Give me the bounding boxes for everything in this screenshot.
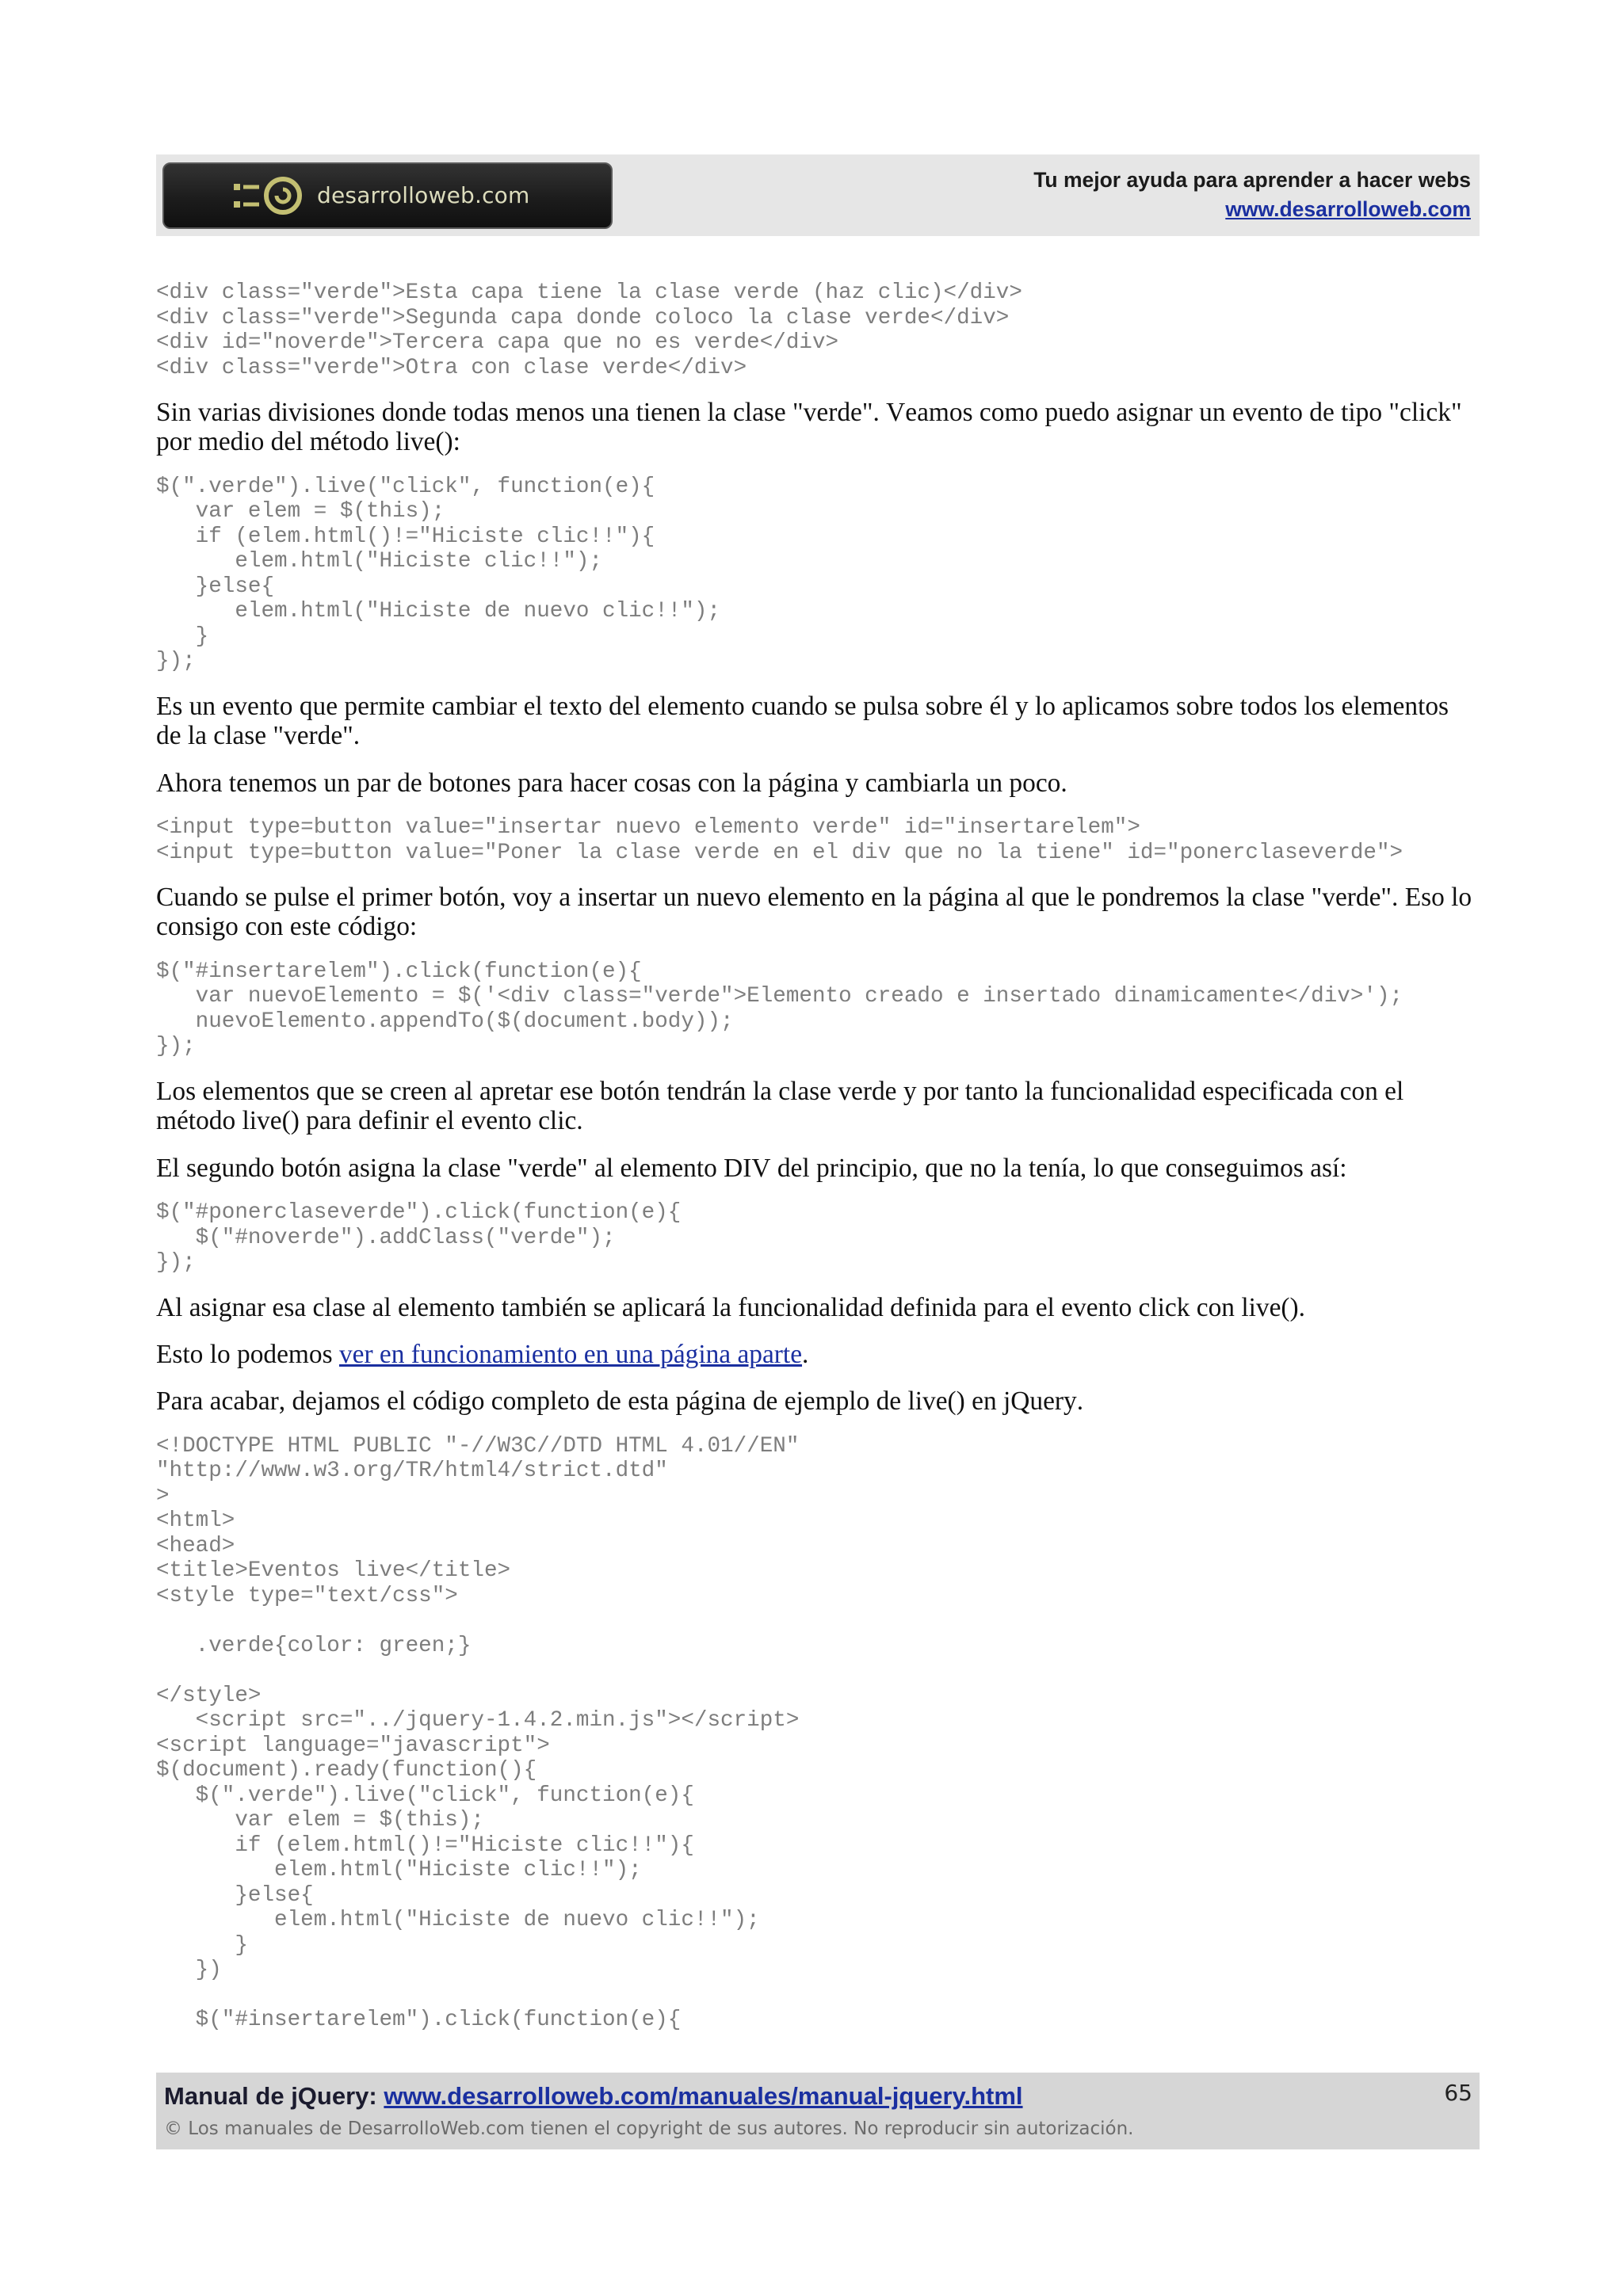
page-content — [156, 280, 1476, 2033]
site-logo — [162, 162, 613, 229]
paragraph-3: Ahora tenemos un par de botones para hacer cosas con la página y cambiarla un poco. — [156, 768, 1067, 798]
code-block-input-buttons: <input type=button value="insertar nuevo elemento verde" id="insertarelem"> <input type=button value="Poner la clase verde en el div que no la tiene" id="ponerclaseverde"> — [156, 815, 1403, 865]
header-site-link[interactable]: www.desarrolloweb.com — [1225, 197, 1471, 221]
paragraph-7: Al asignar esa clase al elemento también se aplicará la funcionalidad definida para el evento click con live(). — [156, 1292, 1305, 1322]
example-page-link[interactable]: ver en funcionamiento en una página aparte — [338, 1339, 803, 1369]
footer-copyright: © Los manuales de DesarrolloWeb.com tienen el copyright de sus autores. No reproducir sin autorización. — [164, 2119, 1134, 2139]
paragraph-4: Cuando se pulse el primer botón, voy a insertar un nuevo elemento en la página al que le pondremos la clase "verde". Eso lo consigo con este código: — [156, 883, 1472, 942]
paragraph-5: Los elementos que se creen al apretar ese botón tendrán la clase verde y por tanto la funcionalidad especificada con el método live() para definir el evento clic. — [156, 1076, 1404, 1136]
logo-wordmark: desarrolloweb.com — [317, 182, 530, 208]
code-block-full-example: <!DOCTYPE HTML PUBLIC "-//W3C//DTD HTML 4.01//EN" "http://www.w3.org/TR/html4/strict.dtd" > <html> <head> <title>Eventos live</title> <style type="text/css"> .verde{color: green;} </style> <script src="../jquery-1.4.2.min.js"></script> <script language="javascript"> $(document).ready(function(){ $(".verde").live("click", function(e){ var elem = $(this); if (elem.html()!="Hiciste clic!!"){ elem.html("Hiciste clic!!"); }else{ elem.html("Hiciste de nuevo clic!!"); } }) $("#insertarelem").click(function(e){ — [156, 1433, 800, 2033]
code-block-add-class: $("#ponerclaseverde").click(function(e){ $("#noverde").addClass("verde"); }); — [156, 1200, 682, 1276]
footer-manual-link[interactable]: www.desarrolloweb.com/manuales/manual-jquery.html — [384, 2082, 1023, 2110]
code-block-live-click: $(".verde").live("click", function(e){ var elem = $(this); if (elem.html()!="Hiciste clic!!"){ elem.html("Hiciste clic!!"); }else{ elem.html("Hiciste de nuevo clic!!"); } }); — [156, 474, 721, 674]
paragraph-8 — [156, 1340, 1476, 1369]
page-number: 65 — [1444, 2080, 1472, 2106]
header-tagline: Tu mejor ayuda para aprender a hacer webs — [1033, 168, 1471, 192]
paragraph-8-text-after: . — [802, 1339, 809, 1369]
paragraph-1: Sin varias divisiones donde todas menos una tienen la clase "verde". Veamos como puedo asignar un evento de tipo "click" por medio del método live(): — [156, 398, 1462, 457]
paragraph-2: Es un evento que permite cambiar el texto del elemento cuando se pulsa sobre él y lo aplicamos sobre todos los elementos de la clase "verde". — [156, 691, 1449, 751]
code-block-insert-element: $("#insertarelem").click(function(e){ var nuevoElemento = $('<div class="verde">Elemento creado e insertado dinamicamente</div>'); nuevoElemento.appendTo($(document.body)); }); — [156, 959, 1403, 1059]
paragraph-6: El segundo botón asigna la clase "verde" al elemento DIV del principio, que no la tenía, lo que conseguimos así: — [156, 1153, 1347, 1183]
footer-manual-line — [164, 2081, 1023, 2111]
desarrolloweb-logo-icon — [232, 174, 311, 218]
footer-manual-label: Manual de jQuery: — [164, 2082, 384, 2110]
paragraph-8-text-before: Esto lo podemos — [156, 1339, 339, 1369]
page-header — [156, 154, 1480, 236]
paragraph-9: Para acabar, dejamos el código completo de esta página de ejemplo de live() en jQuery. — [156, 1386, 1084, 1417]
code-block-html-divs: <div class="verde">Esta capa tiene la clase verde (haz clic)</div> <div class="verde">Segunda capa donde coloco la clase verde</div> <div id="noverde">Tercera capa que no es verde</div> <div class="verde">Otra con clase verde</div> — [156, 280, 1022, 380]
page-footer — [156, 2073, 1480, 2149]
